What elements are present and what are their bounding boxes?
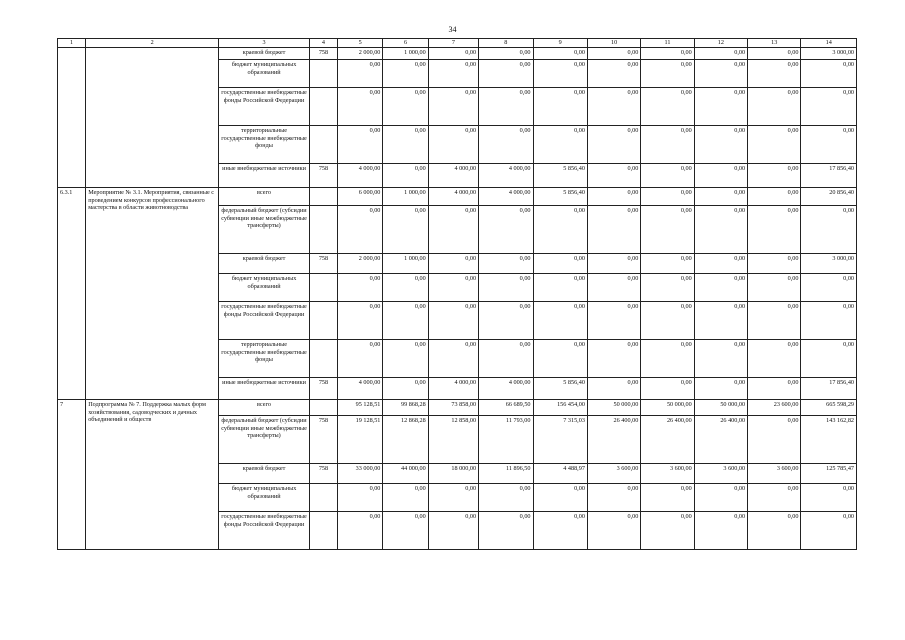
amount-value: 0,00 xyxy=(383,378,428,400)
funding-source: краевой бюджет xyxy=(219,254,310,274)
amount-value: 0,00 xyxy=(587,48,640,60)
amount-value: 0,00 xyxy=(533,512,587,550)
amount-value: 3 600,00 xyxy=(587,464,640,484)
amount-value: 0,00 xyxy=(533,340,587,378)
budget-code xyxy=(309,302,337,340)
amount-value: 0,00 xyxy=(479,126,533,164)
amount-value: 0,00 xyxy=(587,188,640,206)
amount-value: 4 000,00 xyxy=(338,164,383,188)
amount-value: 0,00 xyxy=(383,88,428,126)
budget-code xyxy=(309,60,337,88)
amount-value: 0,00 xyxy=(641,512,694,550)
amount-value: 3 600,00 xyxy=(694,464,747,484)
amount-value: 0,00 xyxy=(641,254,694,274)
column-header: 3 xyxy=(219,39,310,48)
amount-value: 3 600,00 xyxy=(641,464,694,484)
table-row xyxy=(58,400,857,416)
total-value: 0,00 xyxy=(801,302,857,340)
column-header: 13 xyxy=(748,39,801,48)
amount-value: 0,00 xyxy=(694,188,747,206)
amount-value: 0,00 xyxy=(428,340,478,378)
amount-value: 0,00 xyxy=(587,302,640,340)
amount-value: 0,00 xyxy=(694,484,747,512)
amount-value: 99 868,28 xyxy=(383,400,428,416)
amount-value: 0,00 xyxy=(428,254,478,274)
item-name xyxy=(86,48,219,188)
amount-value: 0,00 xyxy=(748,126,801,164)
total-value: 0,00 xyxy=(801,88,857,126)
amount-value: 0,00 xyxy=(587,60,640,88)
amount-value: 0,00 xyxy=(479,340,533,378)
amount-value: 11 896,50 xyxy=(479,464,533,484)
amount-value: 0,00 xyxy=(694,254,747,274)
amount-value: 0,00 xyxy=(338,274,383,302)
budget-code xyxy=(309,512,337,550)
amount-value: 0,00 xyxy=(428,484,478,512)
amount-value: 0,00 xyxy=(587,484,640,512)
total-value: 20 856,40 xyxy=(801,188,857,206)
amount-value: 19 128,51 xyxy=(338,416,383,464)
amount-value: 0,00 xyxy=(383,206,428,254)
amount-value: 0,00 xyxy=(338,302,383,340)
total-value: 0,00 xyxy=(801,512,857,550)
amount-value: 0,00 xyxy=(428,302,478,340)
amount-value: 0,00 xyxy=(383,340,428,378)
funding-source: государственные внебюджетные фонды Российской Федерации xyxy=(219,302,310,340)
budget-code xyxy=(309,188,337,206)
column-header: 4 xyxy=(309,39,337,48)
column-header: 2 xyxy=(86,39,219,48)
amount-value: 0,00 xyxy=(748,206,801,254)
amount-value: 0,00 xyxy=(641,48,694,60)
amount-value: 0,00 xyxy=(338,206,383,254)
amount-value: 26 400,00 xyxy=(694,416,747,464)
amount-value: 1 000,00 xyxy=(383,254,428,274)
amount-value: 0,00 xyxy=(587,274,640,302)
amount-value: 4 000,00 xyxy=(479,188,533,206)
amount-value: 0,00 xyxy=(533,206,587,254)
amount-value: 0,00 xyxy=(383,484,428,512)
amount-value: 0,00 xyxy=(641,60,694,88)
amount-value: 0,00 xyxy=(428,88,478,126)
budget-code xyxy=(309,400,337,416)
amount-value: 0,00 xyxy=(748,340,801,378)
amount-value: 0,00 xyxy=(428,48,478,60)
budget-code xyxy=(309,274,337,302)
amount-value: 0,00 xyxy=(533,302,587,340)
amount-value: 50 000,00 xyxy=(641,400,694,416)
funding-source: бюджет муниципальных образований xyxy=(219,484,310,512)
funding-source: бюджет муниципальных образований xyxy=(219,60,310,88)
amount-value: 0,00 xyxy=(533,126,587,164)
amount-value: 12 858,00 xyxy=(428,416,478,464)
funding-source: всего xyxy=(219,188,310,206)
amount-value: 0,00 xyxy=(533,274,587,302)
column-header-row xyxy=(58,39,857,48)
amount-value: 0,00 xyxy=(479,512,533,550)
amount-value: 5 856,40 xyxy=(533,188,587,206)
budget-code xyxy=(309,88,337,126)
amount-value: 2 000,00 xyxy=(338,254,383,274)
amount-value: 0,00 xyxy=(641,126,694,164)
budget-code: 758 xyxy=(309,254,337,274)
amount-value: 4 000,00 xyxy=(338,378,383,400)
amount-value: 23 600,00 xyxy=(748,400,801,416)
funding-source: краевой бюджет xyxy=(219,464,310,484)
amount-value: 0,00 xyxy=(428,274,478,302)
budget-code xyxy=(309,484,337,512)
page-number: 34 xyxy=(448,25,457,34)
amount-value: 0,00 xyxy=(587,88,640,126)
amount-value: 73 858,00 xyxy=(428,400,478,416)
amount-value: 0,00 xyxy=(479,48,533,60)
item-number: 6.3.1 xyxy=(58,188,86,400)
column-header: 7 xyxy=(428,39,478,48)
total-value: 0,00 xyxy=(801,274,857,302)
item-name: Подпрограмма № 7. Поддержка малых форм хозяйствования, садоводческих и дачных объединений и обществ xyxy=(86,400,219,550)
amount-value: 4 488,97 xyxy=(533,464,587,484)
amount-value: 11 793,00 xyxy=(479,416,533,464)
amount-value: 0,00 xyxy=(694,274,747,302)
amount-value: 0,00 xyxy=(694,164,747,188)
total-value: 0,00 xyxy=(801,206,857,254)
amount-value: 0,00 xyxy=(338,340,383,378)
amount-value: 7 315,03 xyxy=(533,416,587,464)
funding-source: территориальные государственные внебюджетные фонды xyxy=(219,126,310,164)
budget-code: 758 xyxy=(309,416,337,464)
item-number: 7 xyxy=(58,400,86,550)
amount-value: 0,00 xyxy=(587,164,640,188)
column-header: 9 xyxy=(533,39,587,48)
amount-value: 0,00 xyxy=(748,188,801,206)
budget-code: 758 xyxy=(309,48,337,60)
amount-value: 26 400,00 xyxy=(641,416,694,464)
amount-value: 0,00 xyxy=(748,302,801,340)
amount-value: 0,00 xyxy=(748,512,801,550)
amount-value: 0,00 xyxy=(694,340,747,378)
amount-value: 4 000,00 xyxy=(428,188,478,206)
amount-value: 3 600,00 xyxy=(748,464,801,484)
amount-value: 0,00 xyxy=(641,206,694,254)
amount-value: 0,00 xyxy=(641,484,694,512)
amount-value: 0,00 xyxy=(338,512,383,550)
amount-value: 0,00 xyxy=(587,254,640,274)
amount-value: 1 000,00 xyxy=(383,188,428,206)
item-name: Мероприятие № 3.1. Мероприятия, связанные с проведением конкурсов профессионального мастерства в области животноводства xyxy=(86,188,219,400)
amount-value: 0,00 xyxy=(694,512,747,550)
amount-value: 0,00 xyxy=(748,416,801,464)
amount-value: 0,00 xyxy=(479,254,533,274)
amount-value: 0,00 xyxy=(748,378,801,400)
total-value: 143 162,82 xyxy=(801,416,857,464)
funding-source: территориальные государственные внебюджетные фонды xyxy=(219,340,310,378)
amount-value: 5 856,40 xyxy=(533,378,587,400)
amount-value: 0,00 xyxy=(641,164,694,188)
amount-value: 0,00 xyxy=(587,340,640,378)
amount-value: 0,00 xyxy=(428,206,478,254)
amount-value: 0,00 xyxy=(383,274,428,302)
amount-value: 0,00 xyxy=(587,378,640,400)
amount-value: 50 000,00 xyxy=(694,400,747,416)
budget-code: 758 xyxy=(309,378,337,400)
amount-value: 0,00 xyxy=(641,378,694,400)
amount-value: 0,00 xyxy=(479,60,533,88)
amount-value: 0,00 xyxy=(428,512,478,550)
amount-value: 0,00 xyxy=(694,302,747,340)
amount-value: 0,00 xyxy=(479,206,533,254)
amount-value: 0,00 xyxy=(533,88,587,126)
amount-value: 0,00 xyxy=(338,60,383,88)
total-value: 0,00 xyxy=(801,60,857,88)
amount-value: 0,00 xyxy=(694,126,747,164)
amount-value: 0,00 xyxy=(383,60,428,88)
amount-value: 156 454,00 xyxy=(533,400,587,416)
budget-code: 758 xyxy=(309,164,337,188)
amount-value: 0,00 xyxy=(748,254,801,274)
amount-value: 0,00 xyxy=(383,302,428,340)
amount-value: 0,00 xyxy=(641,88,694,126)
amount-value: 0,00 xyxy=(479,274,533,302)
amount-value: 0,00 xyxy=(641,188,694,206)
amount-value: 0,00 xyxy=(641,302,694,340)
amount-value: 0,00 xyxy=(533,484,587,512)
funding-source: государственные внебюджетные фонды Российской Федерации xyxy=(219,512,310,550)
amount-value: 4 000,00 xyxy=(428,378,478,400)
amount-value: 50 000,00 xyxy=(587,400,640,416)
table-row xyxy=(58,48,857,60)
amount-value: 0,00 xyxy=(587,206,640,254)
amount-value: 0,00 xyxy=(748,164,801,188)
column-header: 1 xyxy=(58,39,86,48)
amount-value: 0,00 xyxy=(748,274,801,302)
amount-value: 0,00 xyxy=(428,126,478,164)
budget-code: 758 xyxy=(309,464,337,484)
amount-value: 0,00 xyxy=(694,206,747,254)
amount-value: 5 856,40 xyxy=(533,164,587,188)
amount-value: 0,00 xyxy=(694,88,747,126)
column-header: 10 xyxy=(587,39,640,48)
amount-value: 0,00 xyxy=(694,48,747,60)
amount-value: 0,00 xyxy=(338,484,383,512)
amount-value: 44 000,00 xyxy=(383,464,428,484)
amount-value: 4 000,00 xyxy=(428,164,478,188)
column-header: 11 xyxy=(641,39,694,48)
amount-value: 0,00 xyxy=(428,60,478,88)
total-value: 665 598,29 xyxy=(801,400,857,416)
amount-value: 0,00 xyxy=(641,340,694,378)
table-row xyxy=(58,188,857,206)
amount-value: 0,00 xyxy=(479,484,533,512)
amount-value: 0,00 xyxy=(533,254,587,274)
funding-source: иные внебюджетные источники xyxy=(219,378,310,400)
funding-source: бюджет муниципальных образований xyxy=(219,274,310,302)
total-value: 3 000,00 xyxy=(801,254,857,274)
column-header: 12 xyxy=(694,39,747,48)
total-value: 17 856,40 xyxy=(801,378,857,400)
total-value: 17 856,40 xyxy=(801,164,857,188)
amount-value: 1 000,00 xyxy=(383,48,428,60)
amount-value: 0,00 xyxy=(587,512,640,550)
total-value: 3 000,00 xyxy=(801,48,857,60)
amount-value: 0,00 xyxy=(587,126,640,164)
total-value: 125 785,47 xyxy=(801,464,857,484)
amount-value: 26 400,00 xyxy=(587,416,640,464)
amount-value: 0,00 xyxy=(533,48,587,60)
funding-source: федеральный бюджет (субсидии субвенции иные межбюджетные трансферты) xyxy=(219,416,310,464)
amount-value: 0,00 xyxy=(338,88,383,126)
funding-source: государственные внебюджетные фонды Российской Федерации xyxy=(219,88,310,126)
amount-value: 18 000,00 xyxy=(428,464,478,484)
amount-value: 6 000,00 xyxy=(338,188,383,206)
amount-value: 0,00 xyxy=(694,60,747,88)
amount-value: 0,00 xyxy=(479,302,533,340)
column-header: 6 xyxy=(383,39,428,48)
funding-source: федеральный бюджет (субсидии субвенции иные межбюджетные трансферты) xyxy=(219,206,310,254)
budget-code xyxy=(309,126,337,164)
funding-source: иные внебюджетные источники xyxy=(219,164,310,188)
funding-source: краевой бюджет xyxy=(219,48,310,60)
column-header: 5 xyxy=(338,39,383,48)
amount-value: 0,00 xyxy=(748,88,801,126)
amount-value: 0,00 xyxy=(533,60,587,88)
total-value: 0,00 xyxy=(801,126,857,164)
amount-value: 0,00 xyxy=(641,274,694,302)
budget-code xyxy=(309,206,337,254)
total-value: 0,00 xyxy=(801,484,857,512)
amount-value: 4 000,00 xyxy=(479,164,533,188)
amount-value: 2 000,00 xyxy=(338,48,383,60)
amount-value: 12 868,28 xyxy=(383,416,428,464)
column-header: 8 xyxy=(479,39,533,48)
funding-source: всего xyxy=(219,400,310,416)
amount-value: 95 128,51 xyxy=(338,400,383,416)
amount-value: 0,00 xyxy=(694,378,747,400)
financing-table xyxy=(57,38,857,550)
total-value: 0,00 xyxy=(801,340,857,378)
amount-value: 4 000,00 xyxy=(479,378,533,400)
amount-value: 0,00 xyxy=(383,126,428,164)
amount-value: 0,00 xyxy=(748,60,801,88)
amount-value: 0,00 xyxy=(748,484,801,512)
budget-code xyxy=(309,340,337,378)
amount-value: 0,00 xyxy=(383,512,428,550)
amount-value: 66 689,50 xyxy=(479,400,533,416)
amount-value: 0,00 xyxy=(383,164,428,188)
column-header: 14 xyxy=(801,39,857,48)
amount-value: 33 000,00 xyxy=(338,464,383,484)
amount-value: 0,00 xyxy=(748,48,801,60)
amount-value: 0,00 xyxy=(338,126,383,164)
item-number xyxy=(58,48,86,188)
amount-value: 0,00 xyxy=(479,88,533,126)
